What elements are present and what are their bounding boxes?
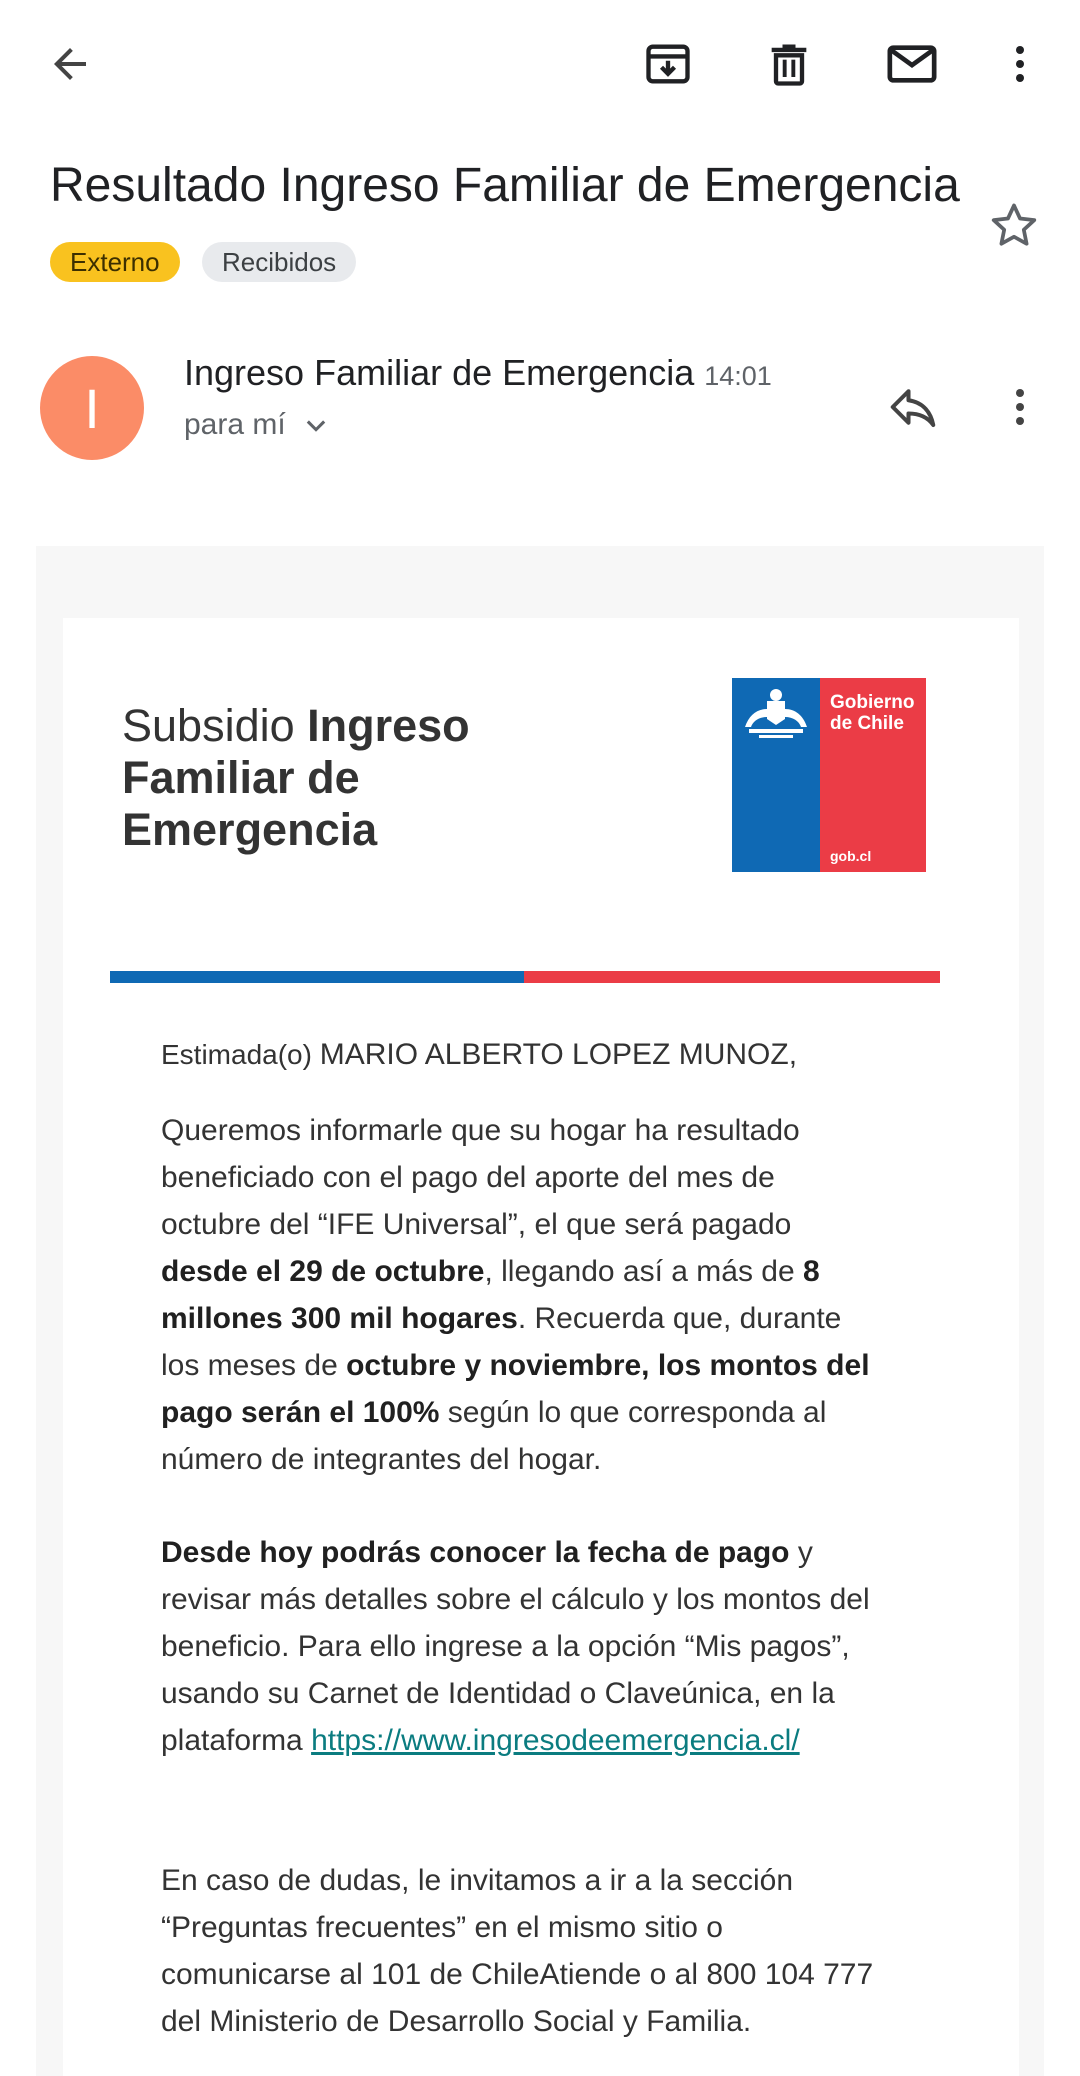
- archive-button[interactable]: [628, 24, 708, 104]
- chevron-down-icon: [302, 411, 330, 439]
- more-options-button[interactable]: [980, 24, 1060, 104]
- coat-of-arms-icon: [737, 683, 815, 743]
- sender-avatar[interactable]: I: [40, 356, 144, 460]
- paragraph-payment-date: Desde hoy podrás conocer la fecha de pago y revisar más detalles sobre el cálculo y los montos del beneficio. Para ello ingrese a la opción “Mis pagos”, usando su Carnet de Identidad o Claveúnica, en la plataforma https://www.ingresodeemergencia.cl/: [161, 1536, 870, 1757]
- email-subject: Resultado Ingreso Familiar de Emergencia: [50, 159, 960, 212]
- more-vert-icon: [996, 383, 1044, 431]
- reply-button[interactable]: [873, 367, 953, 447]
- divider-red: [524, 971, 940, 983]
- label-externo[interactable]: Externo: [50, 242, 180, 282]
- archive-icon: [642, 38, 694, 90]
- delete-button[interactable]: [749, 24, 829, 104]
- paragraph-payment-info: Queremos informarle que su hogar ha resultado beneficiado con el pago del aporte del mes de octubre del “IFE Universal”, el que será pagado desde el 29 de octubre, llegando así a más de 8 millones 300 mil hogares. Recuerda que, durante los meses de octubre y noviembre, los montos del pago serán el 100% según lo que corresponda al número de integrantes del hogar.: [161, 1114, 870, 1476]
- reply-icon: [886, 380, 940, 434]
- gobierno-de-chile-logo: [732, 678, 926, 872]
- recipient-details-toggle[interactable]: [184, 408, 330, 442]
- divider-blue: [110, 971, 524, 983]
- more-vert-icon: [996, 40, 1044, 88]
- star-outline-icon: [986, 198, 1042, 254]
- email-time: 14:01: [704, 361, 772, 391]
- greeting: Estimada(o) MARIO ALBERTO LOPEZ MUNOZ,: [161, 1038, 798, 1071]
- logo-domain: gob.cl: [830, 848, 872, 864]
- logo-name: Gobierno de Chile: [830, 692, 915, 734]
- paragraph-contact-info: En caso de dudas, le invitamos a ir a la sección “Preguntas frecuentes” en el mismo sitio o comunicarse al 101 de ChileAtiende o al 800 104 777 del Ministerio de Desarrollo Social y Familia.: [161, 1864, 874, 2038]
- back-button[interactable]: [30, 24, 110, 104]
- recipient-name: MARIO ALBERTO LOPEZ MUNOZ,: [319, 1038, 798, 1071]
- arrow-back-icon: [46, 40, 94, 88]
- hero-title: Subsidio Ingreso Familiar de Emergencia: [122, 700, 470, 855]
- trash-icon: [763, 38, 815, 90]
- recipient-label: para mí: [184, 408, 286, 441]
- mark-unread-button[interactable]: [872, 24, 952, 104]
- label-recibidos[interactable]: Recibidos: [202, 242, 356, 282]
- message-more-button[interactable]: [980, 367, 1060, 447]
- star-button[interactable]: [974, 186, 1054, 266]
- ife-website-link[interactable]: https://www.ingresodeemergencia.cl/: [311, 1724, 800, 1757]
- mail-icon: [884, 36, 940, 92]
- sender-name: Ingreso Familiar de Emergencia: [184, 352, 695, 393]
- sender-line: [184, 352, 772, 394]
